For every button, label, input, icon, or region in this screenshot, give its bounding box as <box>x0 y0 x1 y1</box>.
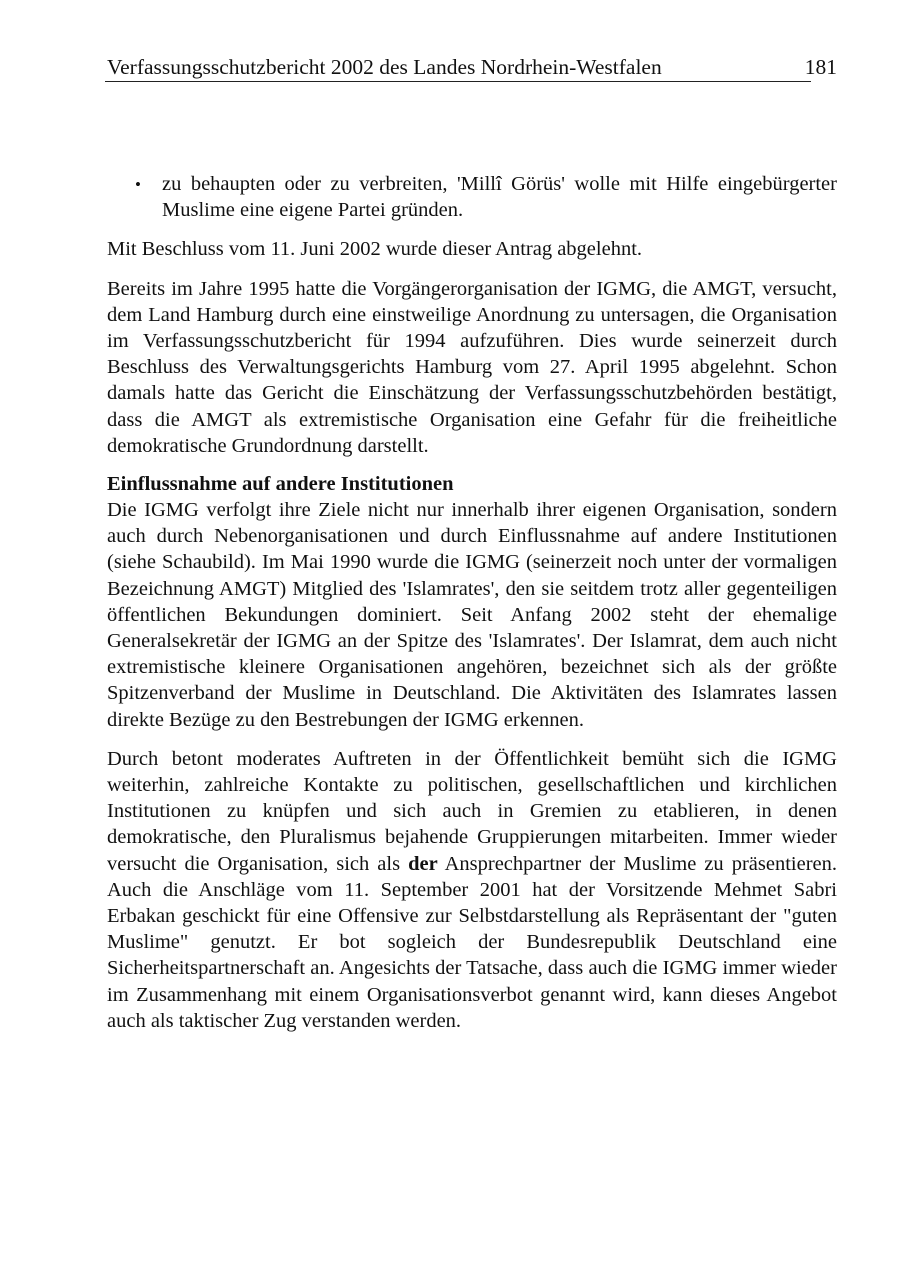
paragraph-decision: Mit Beschluss vom 11. Juni 2002 wurde dieser Antrag abgelehnt. <box>107 238 643 261</box>
section-heading: Einflussnahme auf andere Institutionen <box>107 473 454 496</box>
document-body <box>107 171 837 1034</box>
paragraph-text-part: Durch betont moderates Auftreten in der Öffentlichkeit bemüht sich die IGMG weiterhin, zahlreiche Kontakte zu politischen, gesellschaftlichen und kirchlichen Institutionen zu knüpfen und sich auch in Gremien zu etablieren, in denen demokratische, den Pluralismus bejahende Gruppierungen mitarbeiten. Immer wieder versucht die Organisation, sich als <box>107 747 837 875</box>
header-rule <box>105 81 811 82</box>
paragraph-moderate-appearance <box>107 746 837 1034</box>
running-header <box>105 53 837 83</box>
header-title: Verfassungsschutzbericht 2002 des Landes Nordrhein-Westfalen <box>107 55 662 79</box>
emphasis-der: der <box>408 852 438 875</box>
page-number: 181 <box>804 55 837 79</box>
paragraph-amgt-history: Bereits im Jahre 1995 hatte die Vorgängerorganisation der IGMG, die AMGT, versucht, dem Land Hamburg durch eine einstweilige Anordnung zu untersagen, die Organisation im Verfassungsschutzbericht für 1994 aufzuführen. Dies wurde seinerzeit durch Beschluss des Verwaltungsgerichts Hamburg vom 27. April 1995 abgelehnt. Schon damals hatte das Gericht die Einschätzung der Verfassungsschutzbehörden bestätigt, dass die AMGT als extremistische Organisation eine Gefahr für die freiheitliche demokratische Grundordnung darstellt. <box>107 277 837 457</box>
paragraph-text-part: Ansprechpartner der Muslime zu präsentieren. Auch die Anschläge vom 11. September 2001 hat der Vorsitzende Mehmet Sabri Erbakan geschickt für eine Offensive zur Selbstdarstellung als Repräsentant der "guten Muslime" genutzt. Er bot sogleich der Bundesrepublik Deutschland eine Sicherheitspartnerschaft an. Angesichts der Tatsache, dass auch die IGMG immer wieder im Zusammenhang mit einem Organisationsverbot genannt wird, kann dieses Angebot auch als taktischer Zug verstanden werden. <box>107 852 838 1032</box>
bullet-text: zu behaupten oder zu verbreiten, 'Millî Görüs' wolle mit Hilfe eingebürgerter Muslime eine eigene Partei gründen. <box>162 173 837 222</box>
paragraph-influence: Die IGMG verfolgt ihre Ziele nicht nur innerhalb ihrer eigenen Organisation, sondern auch durch Nebenorganisationen und durch Einflussnahme auf andere Institutionen (siehe Schaubild). Im Mai 1990 wurde die IGMG (seinerzeit noch unter der vormaligen Bezeichnung AMGT) Mitglied des 'Islamrates', den sie seitdem trotz aller gegenteiligen öffentlichen Bekundungen dominiert. Seit Anfang 2002 steht der ehemalige Generalsekretär der IGMG an der Spitze des 'Islamrates'. Der Islamrat, dem auch nicht extremistische kleinere Organisationen angehören, bezeichnet sich als der größte Spitzenverband der Muslime in Deutschland. Die Aktivitäten des Islamrates lassen direkte Bezüge zu den Bestrebungen der IGMG erkennen. <box>107 499 837 731</box>
bullet-icon: • <box>135 175 141 194</box>
bullet-list-item <box>107 171 837 223</box>
